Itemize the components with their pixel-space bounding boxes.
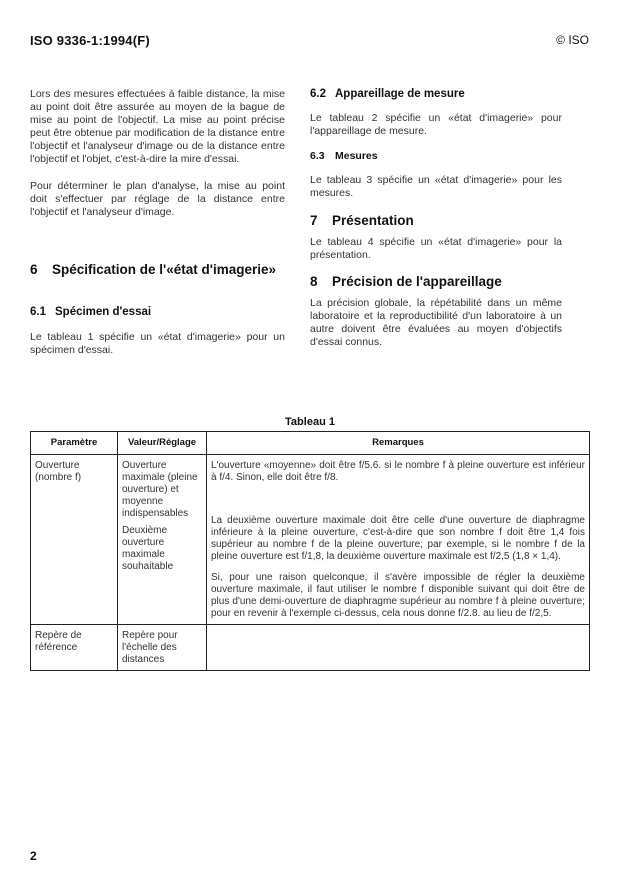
header-value: Valeur/Réglage — [118, 432, 207, 455]
section-8-text: La précision globale, la répétabilité dans un même laboratoire et la reproductibilité d'un laboratoire à un autre doivent être évaluées au moyen d'objectifs d'essai connus. — [310, 297, 562, 348]
left-column — [30, 88, 285, 357]
cell-param-reference: Repère de référence — [31, 625, 118, 671]
section-6-2-heading: 6.2 Appareillage de mesure — [310, 88, 465, 100]
section-6-heading: 6 Spécification de l'«état d'imagerie» — [30, 262, 276, 277]
standard-reference: ISO 9336-1:1994(F) — [30, 33, 150, 48]
table-row — [31, 455, 590, 625]
section-6-3-heading: 6.3 Mesures — [310, 150, 378, 162]
table-header-row — [31, 432, 590, 455]
page-number: 2 — [30, 849, 37, 863]
cell-remarks-reference — [207, 625, 590, 671]
cell-remarks-aperture — [207, 455, 590, 625]
section-7-heading: 7 Présentation — [310, 213, 414, 228]
remark-average-aperture: L'ouverture «moyenne» doit être f/5.6. si le nombre f à pleine ouverture est inférieur à f/4. Sinon, elle doit être f/8. — [211, 460, 585, 483]
section-6-2-text: Le tableau 2 spécifie un «état d'imagerie» pour l'appareillage de mesure. — [310, 112, 562, 137]
remark-second-aperture: La deuxième ouverture maximale doit être celle d'une ouverture de diaphragme inférieure à la pleine ouverture, c'est-à-dire que son nombre f doit être 1,4 fois supérieur au nombre f de la pleine ouverture; par exemple, si le nombre f de la pleine ouverture est f/1,8, la deuxième ouverture maximale est f/2,5 (1,8 × 1,4). — [211, 515, 585, 562]
paragraph-analysis-plane: Pour déterminer le plan d'analyse, la mise au point doit s'effectuer par réglage de la distance entre l'objectif et l'analyseur d'image. — [30, 180, 285, 218]
cell-value-reference: Repère pour l'échelle des distances — [118, 625, 207, 671]
table-caption: Tableau 1 — [285, 416, 335, 428]
remark-alternative-aperture: Si, pour une raison quelconque, il s'avère impossible de régler la deuxième ouverture maximale, il faut utiliser le nombre f disponible suivant qui doit être de plus d'une demi-ouverture de diaphragme supérieur au nombre f à pleine ouverture; pour en revenir à l'exemple ci-dessus, cela nous donne f/2.8. au lieu de f/2,5. — [211, 572, 585, 619]
cell-value-aperture — [118, 455, 207, 625]
value-second-aperture: Deuxième ouverture maximale souhaitable — [122, 525, 174, 572]
section-6-1-text: Le tableau 1 spécifie un «état d'imagerie» pour un spécimen d'essai. — [30, 331, 285, 356]
section-6-3-text: Le tableau 3 spécifie un «état d'imagerie» pour les mesures. — [310, 174, 562, 199]
section-7-text: Le tableau 4 spécifie un «état d'imagerie» pour la présentation. — [310, 236, 562, 261]
header-parameter: Paramètre — [31, 432, 118, 455]
table-row — [31, 625, 590, 671]
header-remarks: Remarques — [207, 432, 590, 455]
cell-param-aperture: Ouverture (nombre f) — [31, 455, 118, 625]
right-column — [310, 88, 562, 349]
value-max-aperture: Ouverture maximale (pleine ouverture) et moyenne indispensables — [122, 460, 198, 519]
copyright-notice: © ISO — [556, 33, 589, 47]
section-8-heading: 8 Précision de l'appareillage — [310, 274, 502, 289]
imaging-condition-table — [30, 431, 590, 671]
section-6-1-heading: 6.1 Spécimen d'essai — [30, 306, 152, 318]
paragraph-focusing: Lors des mesures effectuées à faible distance, la mise au point doit être assurée au moyen de la bague de mise au point de l'objectif. La mise au point précise peut être obtenue par modification de la distance entre l'objectif et l'analyseur d'image ou de la distance entre l'objectif et l'objet, c'est-à-dire la mire d'essai. — [30, 88, 285, 165]
